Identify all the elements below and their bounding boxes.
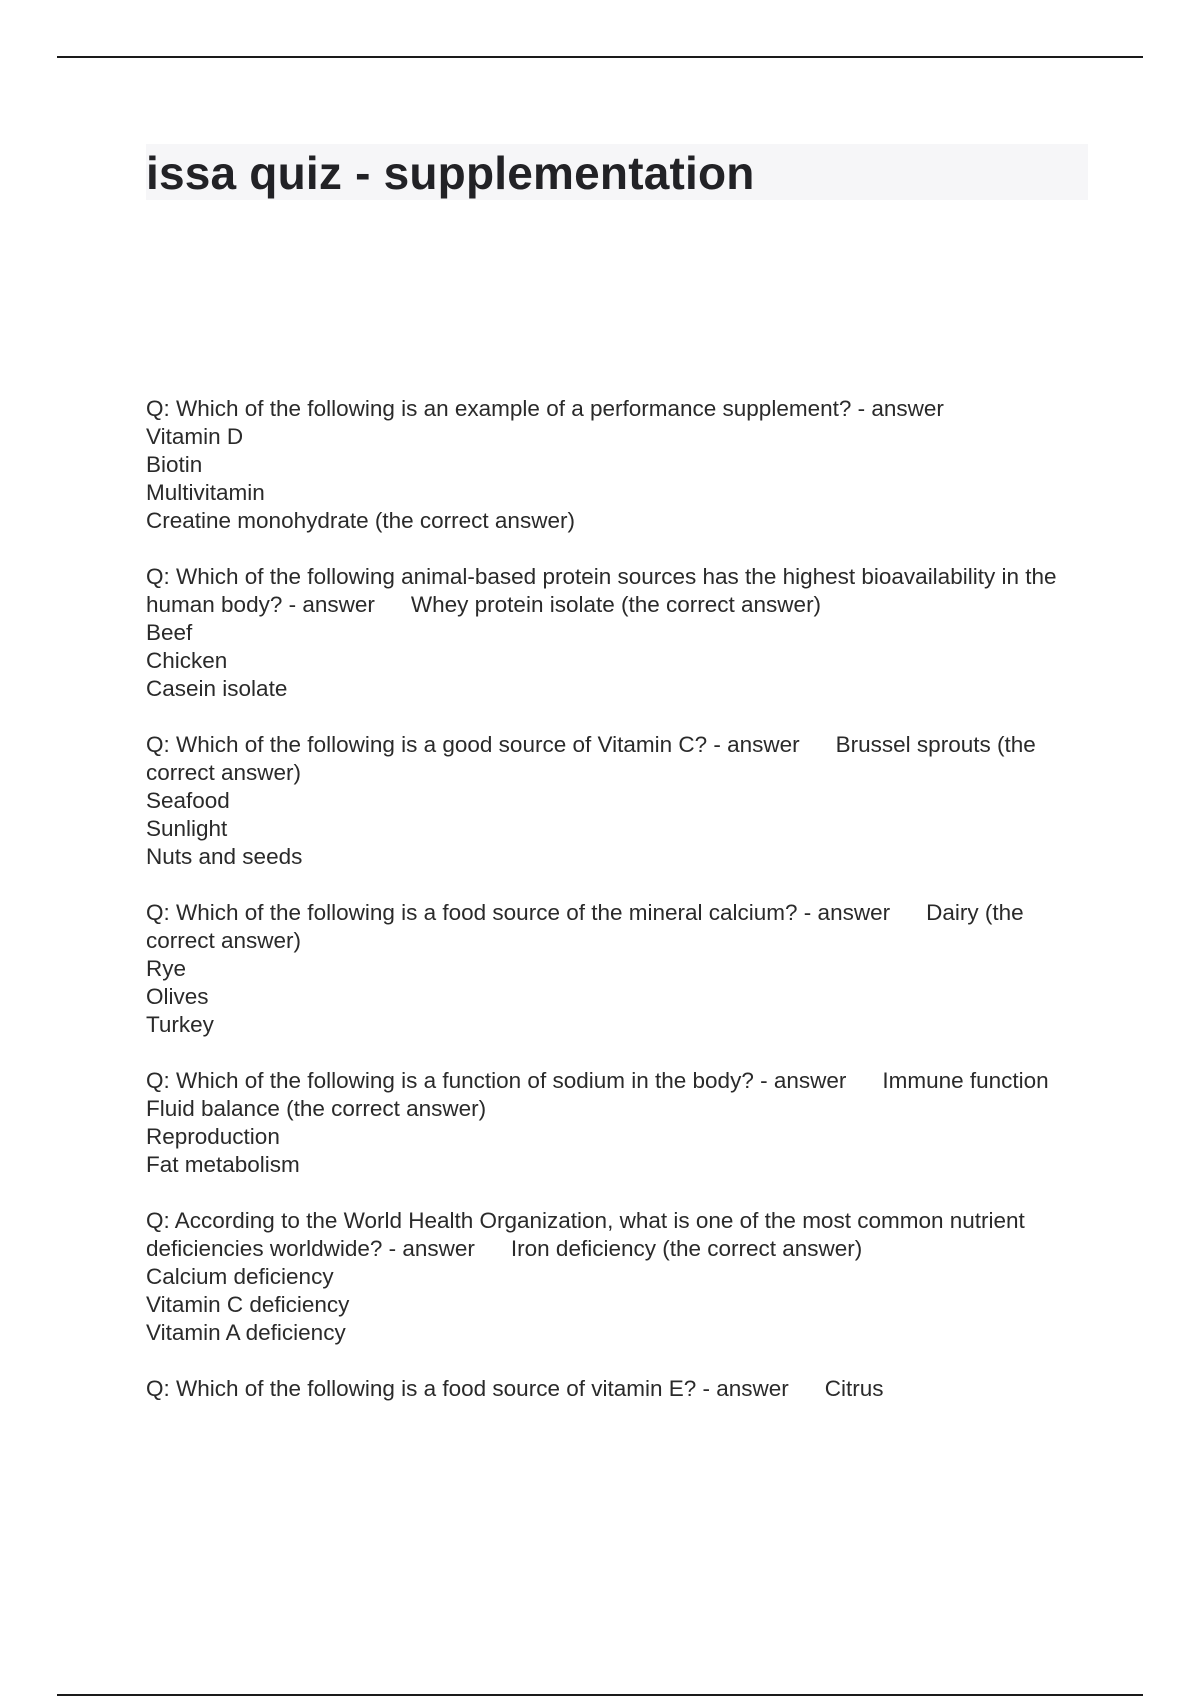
question-prompt: Q: Which of the following is a good source of Vitamin C? - answer Brussel sprouts (the correct answer) [146, 732, 1036, 785]
answer-option: Casein isolate [146, 676, 288, 701]
question-prompt: Q: Which of the following is a function of sodium in the body? - answer Immune function [146, 1068, 1049, 1093]
question-block [146, 731, 1091, 871]
question-prompt: Q: Which of the following is a food source of vitamin E? - answer Citrus [146, 1376, 884, 1401]
inline-answer: Dairy (the correct answer) [146, 900, 1024, 953]
answer-option: Vitamin C deficiency [146, 1292, 350, 1317]
answer-option: Reproduction [146, 1124, 280, 1149]
question-block [146, 1207, 1091, 1347]
inline-answer: Iron deficiency (the correct answer) [510, 1236, 863, 1261]
answer-option: Seafood [146, 788, 230, 813]
question-prompt: Q: Which of the following animal-based protein sources has the highest bioavailability in the human body? - answer Whey protein isolate (the correct answer) [146, 564, 1057, 617]
question-prompt: Q: According to the World Health Organization, what is one of the most common nutrient deficiencies worldwide? - answer Iron deficiency (the correct answer) [146, 1208, 1025, 1261]
header-rule [57, 56, 1143, 58]
answer-option: Fluid balance (the correct answer) [146, 1096, 487, 1121]
inline-answer: Citrus [824, 1376, 884, 1401]
answer-option: Calcium deficiency [146, 1264, 334, 1289]
answer-option: Vitamin A deficiency [146, 1320, 346, 1345]
answer-option: Rye [146, 956, 187, 981]
inline-answer: Immune function [882, 1068, 1049, 1093]
inline-answer: Brussel sprouts (the correct answer) [146, 732, 1036, 785]
answer-option: Nuts and seeds [146, 844, 303, 869]
question-block [146, 563, 1091, 703]
answer-option: Fat metabolism [146, 1152, 300, 1177]
question-block [146, 1375, 1091, 1403]
answer-option: Chicken [146, 648, 228, 673]
inline-answer: Whey protein isolate (the correct answer) [410, 592, 822, 617]
answer-option: Turkey [146, 1012, 214, 1037]
footer-rule [57, 1694, 1143, 1696]
answer-option: Olives [146, 984, 209, 1009]
page-title: issa quiz - supplementation [146, 147, 755, 199]
answer-option: Creatine monohydrate (the correct answer) [146, 508, 575, 533]
question-prompt: Q: Which of the following is an example of a performance supplement? - answer [146, 396, 944, 421]
answer-option: Sunlight [146, 816, 228, 841]
answer-option: Beef [146, 620, 193, 645]
question-block [146, 899, 1091, 1039]
answer-option: Biotin [146, 452, 203, 477]
answer-option: Multivitamin [146, 480, 265, 505]
question-block [146, 1067, 1091, 1179]
question-block [146, 395, 1091, 535]
question-list [146, 395, 1091, 1431]
question-prompt: Q: Which of the following is a food source of the mineral calcium? - answer Dairy (the correct answer) [146, 900, 1024, 953]
answer-option: Vitamin D [146, 424, 244, 449]
